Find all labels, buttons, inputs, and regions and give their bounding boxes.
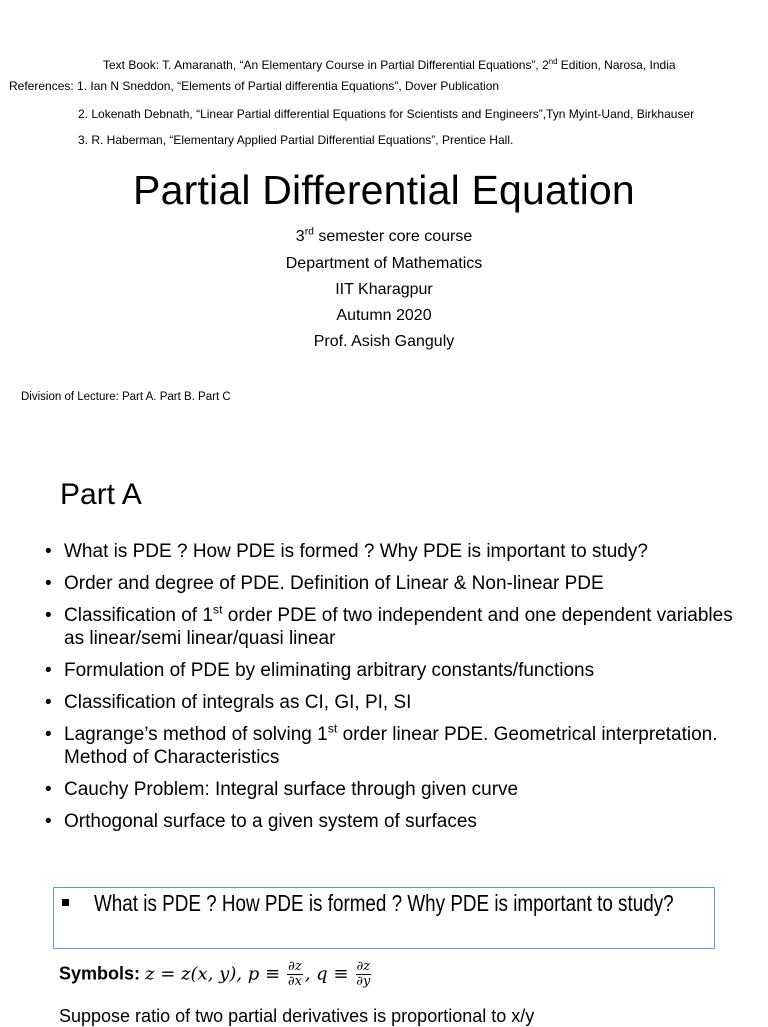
part-a-topic-list <box>40 540 740 842</box>
suppose-text: Suppose ratio of two partial derivatives is proportional to x/y <box>59 1006 535 1026</box>
professor: Prof. Asish Ganguly <box>313 333 455 350</box>
reference-3: 3. R. Haberman, “Elementary Applied Partial Differential Equations”, Prentice Hall. <box>78 133 514 147</box>
bullet-icon: • <box>45 724 52 745</box>
department: Department of Mathematics <box>285 255 483 272</box>
bullet-icon: • <box>45 811 52 832</box>
topic-item: • Orthogonal surface to a given system of surfaces <box>45 811 477 832</box>
question-box <box>53 887 715 949</box>
symbols-label: Symbols: <box>59 963 141 984</box>
institute: IIT Kharagpur <box>335 281 433 298</box>
page-title: Partial Differential Equation <box>133 167 635 213</box>
square-bullet-icon <box>62 899 69 906</box>
topic-item: • Classification of integrals as CI, GI, PI, SI <box>45 692 412 713</box>
topic-item: • What is PDE ? How PDE is formed ? Why PDE is important to study? <box>45 541 648 562</box>
fraction-p: $\frac{\partial z}{\partial x}$ <box>287 959 302 989</box>
fraction-q: $\frac{\partial z}{\partial y}$ <box>356 959 371 989</box>
topic-item: • Classification of 1st order PDE of two independent and one dependent variables as linear/semi linear/quasi linear <box>45 602 733 649</box>
bullet-icon: • <box>45 573 52 594</box>
topic-item: • Cauchy Problem: Integral surface through given curve <box>45 779 519 800</box>
bullet-icon: • <box>45 605 52 626</box>
topic-item: • Order and degree of PDE. Definition of Linear & Non-linear PDE <box>45 573 604 594</box>
bullet-icon: • <box>45 660 52 681</box>
topic-item: • Formulation of PDE by eliminating arbitrary constants/functions <box>45 660 595 681</box>
term: Autumn 2020 <box>336 307 432 324</box>
reference-1: References: 1. Ian N Sneddon, “Elements of Partial differentia Equations”, Dover Publication <box>9 79 500 93</box>
textbook-reference: Text Book: T. Amaranath, “An Elementary Course in Partial Differential Equations”, 2nd Edition, Narosa, India <box>103 57 676 72</box>
bullet-icon: • <box>45 541 52 562</box>
question-text: What is PDE ? How PDE is formed ? Why PDE is important to study? <box>94 890 674 916</box>
lecture-division: Division of Lecture: Part A. Part B. Part C <box>21 391 231 403</box>
part-a-heading: Part A <box>60 478 142 511</box>
reference-2: 2. Lokenath Debnath, “Linear Partial differential Equations for Scientists and Engineers”,Tyn Myint-Uand, Birkhauser <box>78 107 695 121</box>
bullet-icon: • <box>45 779 52 800</box>
topic-item: • Lagrange’s method of solving 1st order linear PDE. Geometrical interpretation. Method of Characteristics <box>45 721 718 768</box>
bullet-icon: • <box>45 692 52 713</box>
semester-line: 3rd semester core course <box>295 226 473 245</box>
symbols-line: Symbols: z = z(x, y), p ≡ $\frac{\partial z}{\partial x}$ , q ≡ $\frac{\partial z}{\partial y}$ <box>59 959 371 989</box>
